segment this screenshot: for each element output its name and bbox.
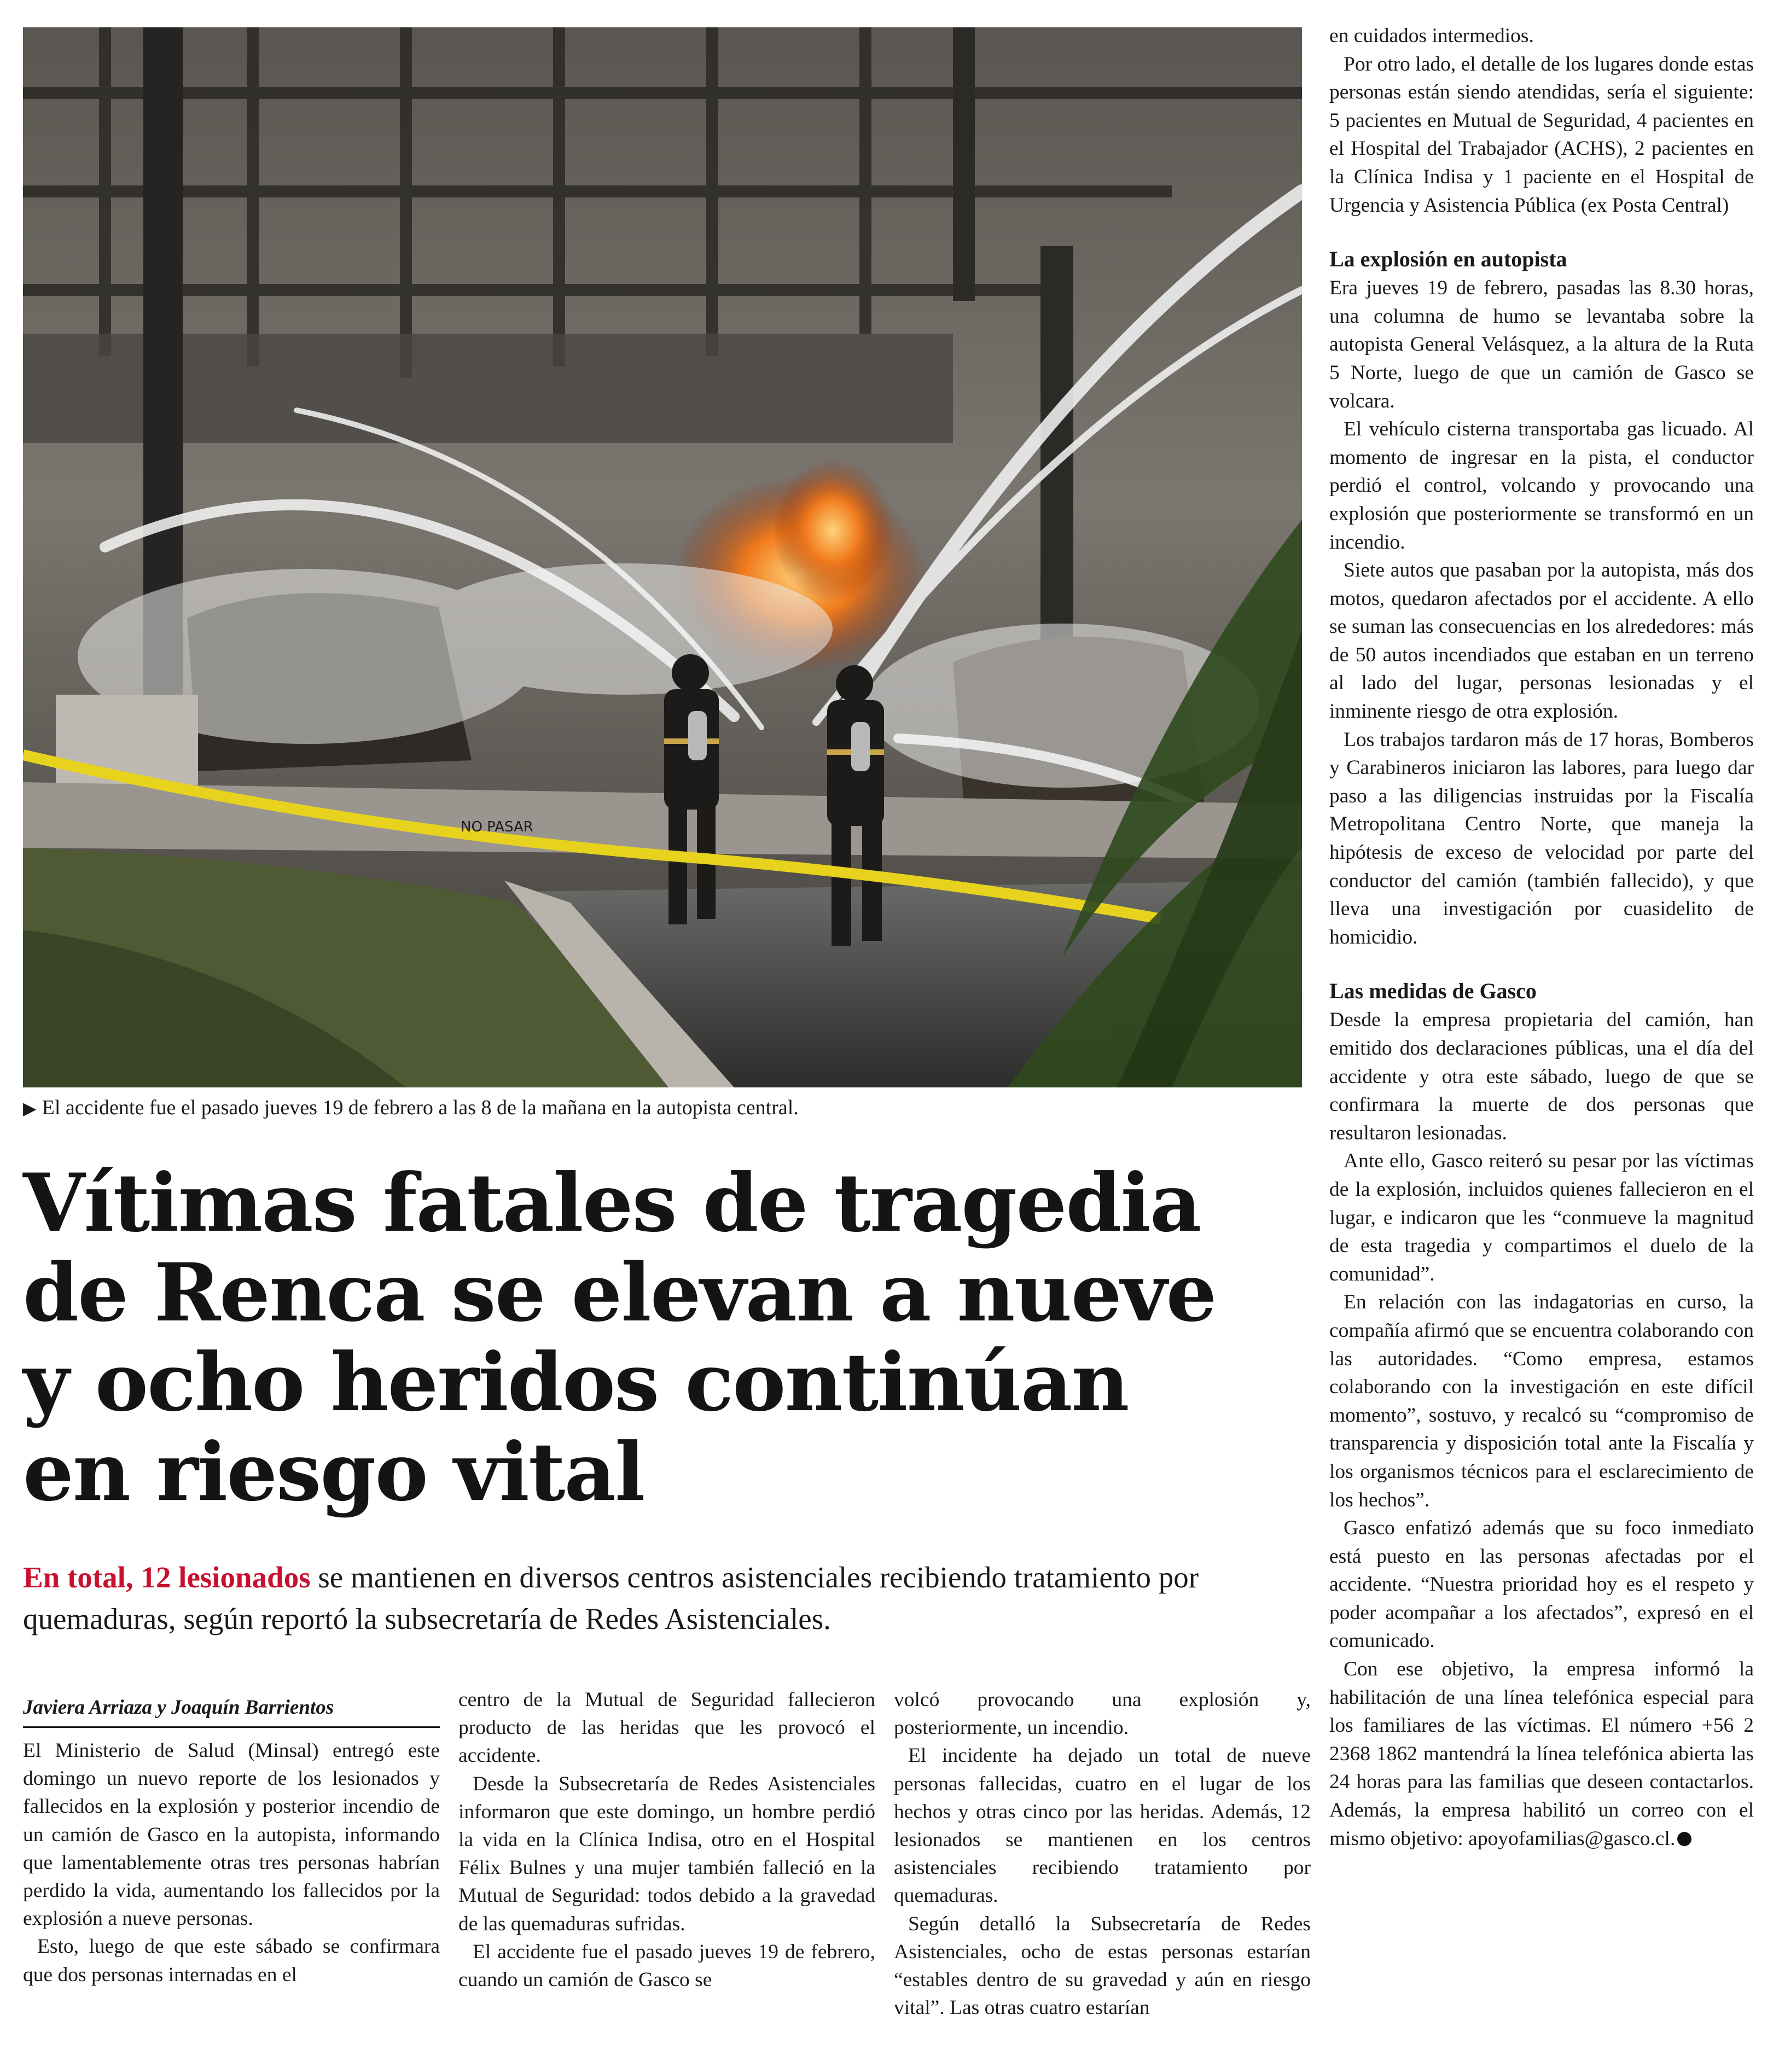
section-heading-explosion: La explosión en autopista — [1329, 247, 1567, 272]
body-paragraph: El Ministerio de Salud (Minsal) entregó este domingo un nuevo reporte de los lesionados y fallecidos en la explosión y posterior incendio de un camión de Gasco en la autopista, informando que lamentablemente otras tres personas habrían perdido la vida, aumentando los fallecidos por la explosión a nueve personas. — [23, 1739, 440, 1930]
article-photo — [23, 27, 1302, 1087]
lead-paragraph — [23, 1557, 1292, 1640]
headline-line-4: en riesgo vital — [23, 1425, 644, 1519]
headline — [23, 1156, 1281, 1519]
sidebar-paragraph-last-text: Con ese objetivo, la empresa informó la habilitación de una línea telefónica especial para los familiares de las víctimas. El número +56 2 2368 1862 mantendrá la línea telefónica abierta las 24 horas para las familias que deseen contactarlos. Además, la empresa habilitó un correo con el mismo objetivo: apoyofamilias@gasco.cl. — [1329, 1658, 1754, 1850]
headline-line-1: Vítimas fatales de tragedia — [23, 1156, 1201, 1250]
sidebar-paragraph: Gasco enfatizó además que su foco inmediato está puesto en las personas afectadas por el accidente. “Nuestra prioridad hoy es el respeto y poder acompañar a los afectados”, expresó en el comunicado. — [1329, 1517, 1754, 1652]
sidebar-paragraph: Por otro lado, el detalle de los lugares donde estas personas están siendo atendidas, sería el siguiente: 5 pacientes en Mutual de Seguridad, 4 pacientes en el Hospital del Trabajador (ACHS), 2 pacientes en la Clínica Indisa y 1 paciente en el Hospital de Urgencia y Asistencia Pública (ex Posta Central) — [1329, 53, 1754, 217]
body-paragraph: Esto, luego de que este sábado se confirmara que dos personas internadas en el — [23, 1935, 440, 1986]
sidebar-paragraph-last — [1329, 1655, 1754, 1853]
byline: Javiera Arriaza y Joaquín Barrientos — [23, 1695, 440, 1728]
body-paragraph: Desde la Subsecretaría de Redes Asistenciales informaron que este domingo, un hombre perdió la vida en la Clínica Indisa, otro en el Hospital Félix Bulnes y una mujer también falleció en la Mutual de Seguridad: todos debido a la gravedad de las quemaduras sufridas. — [458, 1772, 875, 1935]
section-heading-gasco: Las medidas de Gasco — [1329, 979, 1537, 1004]
lead-highlight: En total, 12 lesionados — [23, 1561, 311, 1594]
body-paragraph: El accidente fue el pasado jueves 19 de febrero, cuando un camión de Gasco se — [458, 1940, 875, 1992]
body-paragraph: El incidente ha dejado un total de nueve personas fallecidas, cuatro en el lugar de los hechos y otras cinco por las heridas. Además, 12 lesionados se mantienen en los centros asistenciales recibiendo tratamiento por quemaduras. — [894, 1744, 1311, 1907]
photo-caption-text: El accidente fue el pasado jueves 19 de febrero a las 8 de la mañana en la autopista central. — [42, 1096, 799, 1119]
sidebar-column — [1329, 22, 1754, 1853]
sidebar-paragraph: Ante ello, Gasco reiteró su pesar por las víctimas de la explosión, incluidos quienes fallecieron en el lugar, e indicaron que les “conmueve la magnitud de esta tragedia y compartimos el duelo de la comunidad”. — [1329, 1150, 1754, 1285]
body-paragraph: centro de la Mutual de Seguridad fallecieron producto de las heridas que les provocó el accidente. — [458, 1689, 875, 1767]
police-tape-text: NO PASAR — [461, 819, 533, 835]
caption-arrow-icon: ▶ — [23, 1098, 37, 1118]
sidebar-paragraph: Los trabajos tardaron más de 17 horas, Bomberos y Carabineros iniciaron las labores, para luego dar paso a las diligencias instruidas por la Fiscalía Metropolitana Centro Norte, que maneja la hipótesis de exceso de velocidad por parte del conductor del camión (también fallecido), y que lleva una investigación por cuasidelito de homicidio. — [1329, 728, 1754, 948]
sidebar-paragraph: El vehículo cisterna transportaba gas licuado. Al momento de ingresar en la pista, el conductor perdió el control, volcando y provocando una explosión que posteriormente se transformó en un incendio. — [1329, 418, 1754, 554]
sidebar-paragraph: en cuidados intermedios. — [1329, 25, 1534, 47]
body-column-2 — [458, 1686, 875, 1994]
sidebar-paragraph: En relación con las indagatorias en curso, la compañía afirmó que se encuentra colaborando con las autoridades. “Como empresa, estamos colaborando con la investigación en este difícil momento”, sostuvo, y recalcó su “compromiso de transparencia y disposición total ante la Fiscalía y los organismos técnicos para el esclarecimiento de los hechos”. — [1329, 1291, 1754, 1511]
firefighters-scene-illustration — [23, 27, 1302, 1087]
photo-caption — [23, 1094, 1302, 1122]
body-column-3 — [894, 1686, 1311, 2022]
body-paragraph: volcó provocando una explosión y, posteriormente, un incendio. — [894, 1689, 1311, 1739]
end-mark-icon — [1677, 1832, 1691, 1846]
sidebar-paragraph: Desde la empresa propietaria del camión, han emitido dos declaraciones públicas, una el día del accidente y otra este sábado, luego de que se confirmara la muerte de dos personas que resultaron lesionadas. — [1329, 1009, 1754, 1144]
body-paragraph: Según detalló la Subsecretaría de Redes Asistenciales, ocho de estas personas estarían “estables dentro de su gravedad y aún en riesgo vital”. Las otras cuatro estarían — [894, 1912, 1311, 2019]
lead-text: se mantienen en diversos centros asistenciales recibiendo tratamiento por quemaduras, según reportó la subsecretaría de Redes Asistenciales. — [23, 1561, 1199, 1636]
headline-line-2: de Renca se elevan a nueve — [23, 1246, 1216, 1340]
body-column-1 — [23, 1695, 440, 1989]
sidebar-paragraph: Siete autos que pasaban por la autopista, más dos motos, quedaron afectados por el accidente. A ello se suman las consecuencias en los alrededores: más de 50 autos incendiados que estaban en un terreno al lado del lugar, personas lesionadas y el inminente riesgo de otra explosión. — [1329, 559, 1754, 723]
headline-line-3: y ocho heridos continúan — [23, 1336, 1129, 1429]
sidebar-paragraph: Era jueves 19 de febrero, pasadas las 8.30 horas, una columna de humo se levantaba sobre la autopista General Velásquez, a la altura de la Ruta 5 Norte, luego de que un camión de Gasco se volcara. — [1329, 277, 1754, 412]
